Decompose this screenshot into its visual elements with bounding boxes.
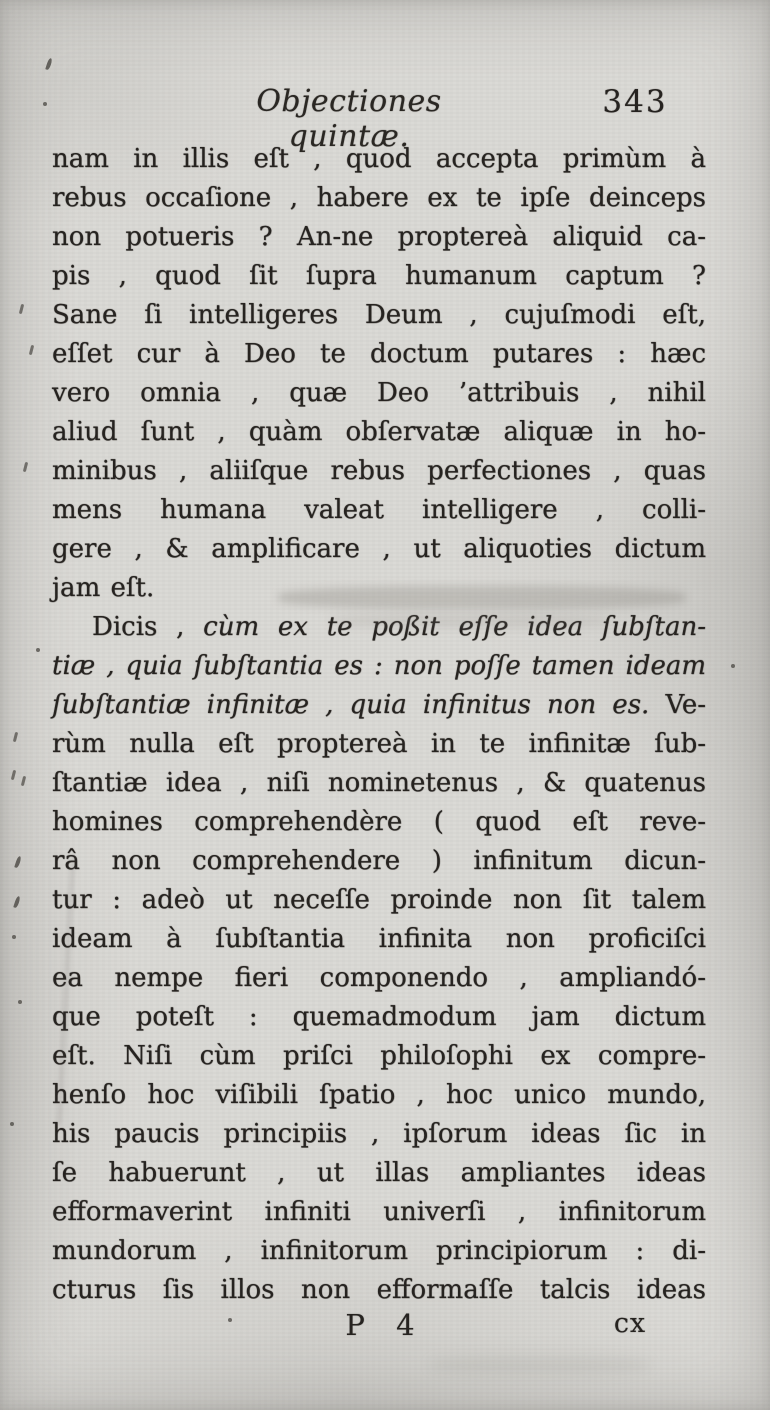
- text-segment: Sane ſi intelligeres Deum , cujuſmodi eſt,: [52, 300, 706, 330]
- text-segment: non potueris ? An-ne proptereà aliquid ca-: [52, 222, 706, 252]
- text-line: [52, 1037, 706, 1076]
- text-segment: ſtantiæ idea , niſi nominetenus , & quatenus: [52, 768, 706, 798]
- text-line: [52, 1076, 706, 1115]
- text-line: [52, 257, 706, 296]
- text-segment: aliud ſunt , quàm obſervatæ aliquæ in ho-: [52, 417, 706, 447]
- text-line: [52, 452, 706, 491]
- ink-speck: [19, 304, 24, 314]
- text-line: [52, 296, 706, 335]
- text-segment: pis , quod ſit ſupra humanum captum ?: [52, 261, 706, 291]
- ink-speck: [10, 1122, 14, 1126]
- text-segment: rebus occaſione , habere ex te ipſe deinceps: [52, 183, 706, 213]
- running-title: Objectiones quintæ.: [256, 84, 442, 154]
- ink-speck: [18, 1000, 22, 1004]
- text-segment: vero omnia , quæ Deo ’attribuis , nihil: [52, 378, 706, 408]
- text-line: [52, 998, 706, 1037]
- ink-speck: [14, 856, 22, 869]
- ink-speck: [11, 770, 16, 780]
- text-line: [52, 218, 706, 257]
- text-line: [52, 530, 706, 569]
- text-line: [52, 842, 706, 881]
- text-line: [52, 1271, 706, 1310]
- catchword: cx: [613, 1308, 647, 1339]
- ink-speck: [23, 462, 28, 472]
- text-line: [52, 1193, 706, 1232]
- text-line: [52, 335, 706, 374]
- text-line: [52, 1154, 706, 1193]
- ink-speck: [12, 935, 16, 939]
- text-segment: tur : adeò ut neceſſe proinde non ſit talem: [52, 885, 706, 915]
- ink-speck: [36, 648, 40, 652]
- ink-speck: [29, 345, 34, 355]
- italic-text-segment: tiæ , quia ſubſtantia es : non poſſe tamen ideam: [52, 651, 706, 681]
- text-segment: mundorum , infinitorum principiorum : di-: [52, 1236, 706, 1266]
- text-segment: efformaverint infiniti univerſi , infinitorum: [52, 1197, 706, 1227]
- page-number: 343: [602, 84, 668, 120]
- text-segment: ſe habuerunt , ut illas ampliantes ideas: [52, 1158, 706, 1188]
- text-segment: ideam à ſubſtantia infinita non proficiſci: [52, 924, 706, 954]
- text-segment: Dicis ,: [92, 612, 204, 642]
- text-line: [52, 374, 706, 413]
- text-line: [52, 140, 706, 179]
- text-segment: mens humana valeat intelligere , colli-: [52, 495, 706, 525]
- text-line: [52, 725, 706, 764]
- text-line: [52, 881, 706, 920]
- ink-speck: [13, 896, 21, 909]
- text-segment: henſo hoc viſibili ſpatio , hoc unico mundo,: [52, 1080, 706, 1110]
- text-line: [52, 764, 706, 803]
- text-line: [52, 686, 706, 725]
- text-line: [52, 569, 706, 608]
- text-segment: minibus , aliiſque rebus perfectiones , quas: [52, 456, 706, 486]
- text-line: [52, 920, 706, 959]
- body-lines: [52, 140, 706, 1310]
- bleedthrough-smudge: [430, 1356, 650, 1374]
- text-line: [52, 647, 706, 686]
- ink-speck: [731, 664, 735, 668]
- text-segment: Ve-: [649, 690, 707, 720]
- text-segment: eſſet cur à Deo te doctum putares : hæc: [52, 339, 706, 369]
- page-header: [0, 84, 770, 154]
- ink-speck: [21, 776, 26, 786]
- italic-text-segment: cùm ex te poßit eſſe idea ſubſtan-: [203, 612, 706, 642]
- text-line: [52, 803, 706, 842]
- text-segment: cturus ſis illos non efformaſſe talcis ideas: [52, 1275, 706, 1305]
- text-line: [52, 491, 706, 530]
- text-segment: rùm nulla eſt proptereà in te infinitæ ſub-: [52, 729, 706, 759]
- text-segment: gere , & amplificare , ut aliquoties dictum: [52, 534, 706, 564]
- text-line: [52, 1232, 706, 1271]
- text-line: [52, 179, 706, 218]
- text-segment: homines comprehendère ( quod eſt reve-: [52, 807, 706, 837]
- ink-speck: [45, 58, 53, 71]
- text-line: [52, 608, 706, 647]
- text-line: [52, 959, 706, 998]
- text-line: [52, 413, 706, 452]
- text-segment: nam in illis eſt , quod accepta primùm à: [52, 144, 706, 174]
- page-footer: [0, 1308, 770, 1352]
- text-segment: râ non comprehendere ) infinitum dicun-: [52, 846, 706, 876]
- text-segment: que poteſt : quemadmodum jam dictum: [52, 1002, 706, 1032]
- signature-mark: P 4: [345, 1308, 415, 1342]
- text-segment: jam eſt.: [52, 573, 155, 603]
- text-segment: ea nempe fieri componendo , ampliandó-: [52, 963, 706, 993]
- text-segment: his paucis principiis , ipſorum ideas ſic in: [52, 1119, 706, 1149]
- text-line: [52, 1115, 706, 1154]
- italic-text-segment: ſubſtantiæ infinitæ , quia infinitus non es.: [52, 690, 650, 720]
- text-segment: eſt. Niſi cùm priſci philoſophi ex compre-: [52, 1041, 706, 1071]
- ink-speck: [13, 732, 18, 742]
